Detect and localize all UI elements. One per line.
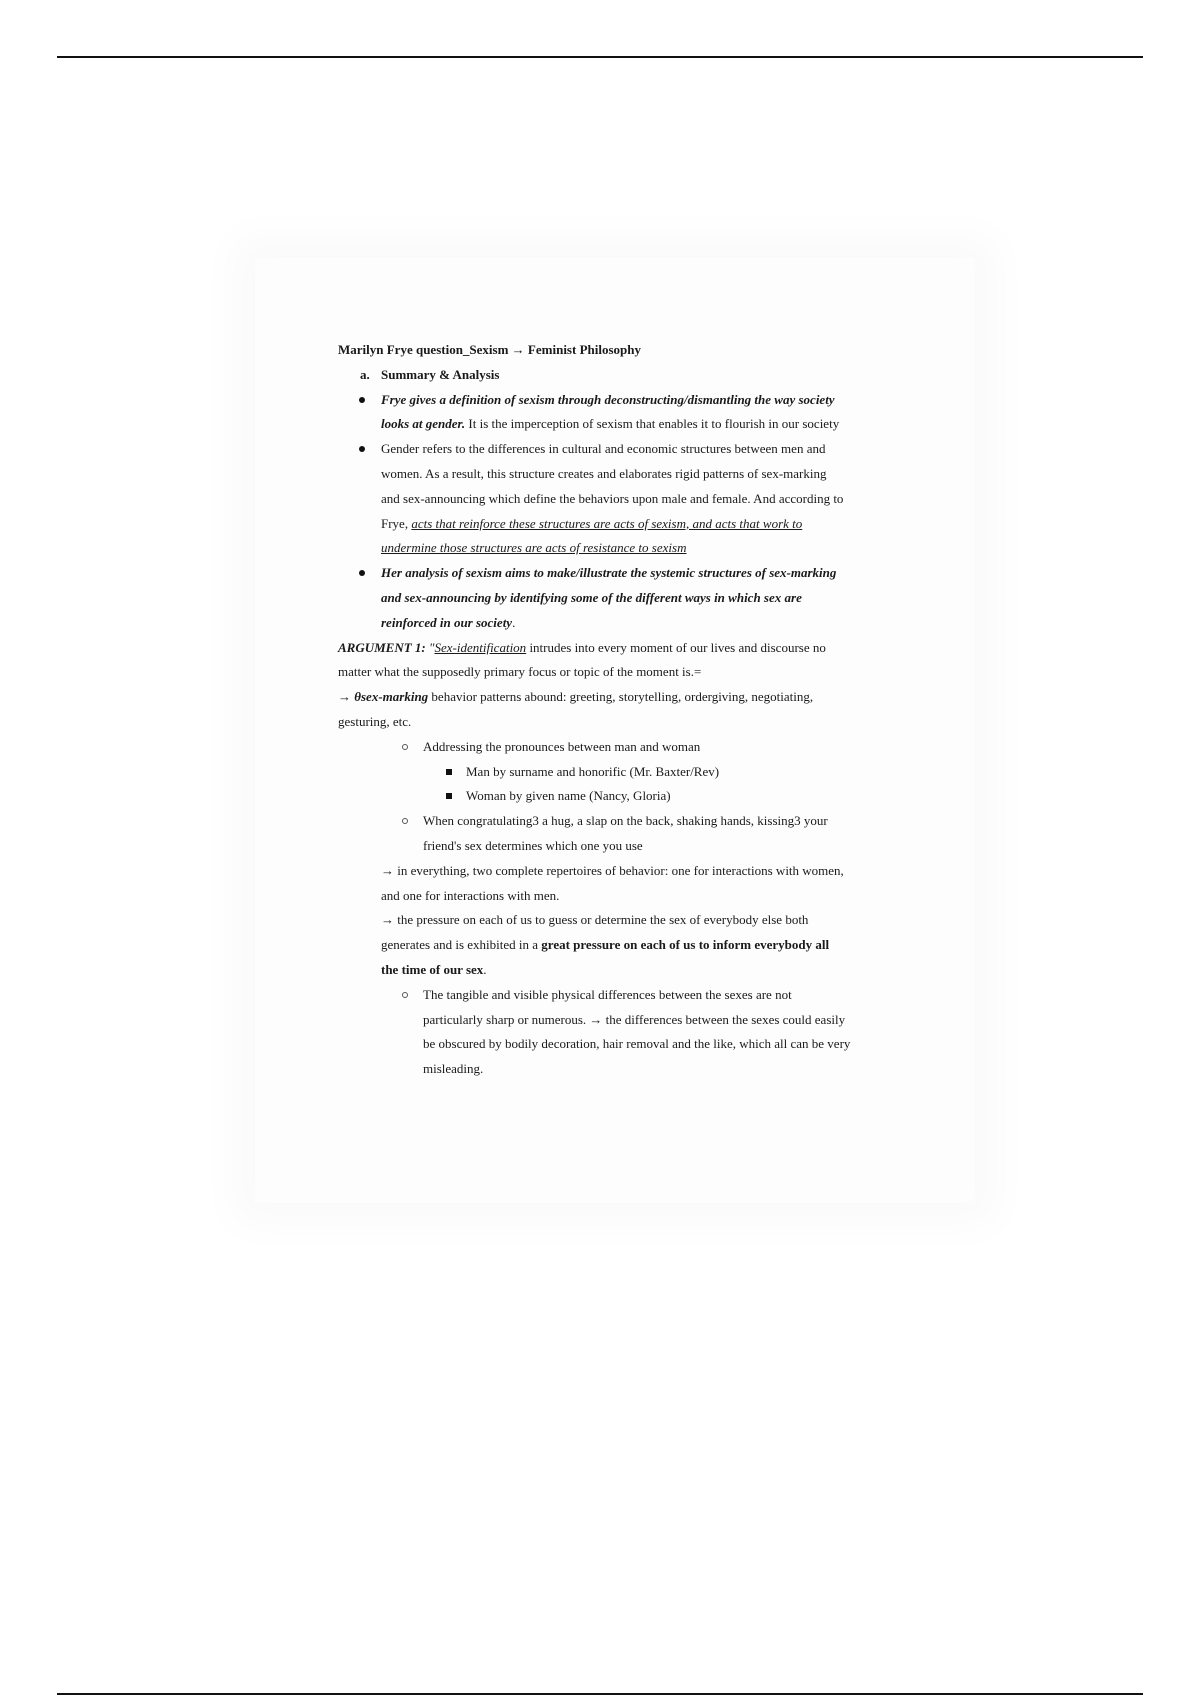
section-heading-text: Summary & Analysis xyxy=(381,366,500,382)
paragraph-2-emphasis-2: the time of our sex xyxy=(381,961,484,977)
bullet-2-underlined-2: undermine those structures are acts of resistance to sexism xyxy=(381,540,687,556)
sub-sub-bullet-item xyxy=(338,760,898,785)
sub-bullet-2-line-1: When congratulating3 a hug, a slap on the back, shaking hands, kissing3 your xyxy=(423,813,828,829)
argument-1-line-2: matter what the supposedly primary focus or topic of the moment is.= xyxy=(338,664,702,680)
sub-sub-bullet-item xyxy=(338,784,898,809)
document-title: Marilyn Frye question_Sexism → Feminist Philosophy xyxy=(338,342,641,357)
paragraph-2-prefix: generates and is exhibited in a xyxy=(381,937,542,953)
page-bottom-rule xyxy=(57,1693,1143,1695)
sub-bullet-3-line-1: The tangible and visible physical differences between the sexes are not xyxy=(423,986,792,1002)
bullet-2-line-1: Gender refers to the differences in cultural and economic structures between men and xyxy=(381,441,826,457)
bullet-item xyxy=(338,437,898,462)
sub-bullet-2-line-2: friend's sex determines which one you use xyxy=(423,837,643,853)
argument-1-quote-open: " xyxy=(425,639,435,655)
sex-marking-label: θsex-marking xyxy=(354,689,429,705)
bullet-3-period: . xyxy=(512,614,516,630)
paragraph-2-line-1: → the pressure on each of us to guess or determine the sex of everybody else both xyxy=(381,912,809,928)
document-body xyxy=(338,338,898,1082)
paragraph-2-line-3 xyxy=(338,958,898,983)
bullet-1-emphasis: looks at gender. xyxy=(381,416,466,432)
section-heading xyxy=(338,363,898,388)
sub-bullet-item xyxy=(338,809,898,834)
sub-bullet-item xyxy=(338,735,898,760)
paragraph-2-line-2 xyxy=(338,933,898,958)
argument-1-label: ARGUMENT 1: xyxy=(338,639,426,655)
section-marker: a. xyxy=(360,366,370,382)
bullet-2-underlined-1: acts that reinforce these structures are acts of sexism, and acts that work to xyxy=(411,515,803,531)
sub-bullet-item xyxy=(338,983,898,1008)
bullet-3-line-2: and sex-announcing by identifying some of the different ways in which sex are xyxy=(381,589,802,605)
paragraph-2-emphasis-1: great pressure on each of us to inform everybody all xyxy=(541,937,830,953)
paragraph-1-line-1: → in everything, two complete repertoires of behavior: one for interactions with women, xyxy=(381,862,844,878)
bullet-1-line-1: Frye gives a definition of sexism through deconstructing/dismantling the way society xyxy=(381,391,835,407)
sub-bullet-3-line-2: particularly sharp or numerous. → the differences between the sexes could easily xyxy=(423,1011,846,1027)
bullet-2-line-2: women. As a result, this structure creates and elaborates rigid patterns of sex-marking xyxy=(381,465,827,481)
argument-1 xyxy=(338,636,898,661)
argument-1-line-1: intrudes into every moment of our lives and discourse no xyxy=(526,639,826,655)
bullet-1-line-2: It is the imperception of sexism that enables it to flourish in our society xyxy=(465,416,840,432)
sub-bullet-3-line-3: be obscured by bodily decoration, hair removal and the like, which all can be very xyxy=(423,1036,851,1052)
bullet-3-line-3: reinforced in our society xyxy=(381,614,513,630)
bullet-continuation xyxy=(338,536,898,561)
sub-sub-bullet-1a: Man by surname and honorific (Mr. Baxter/Rev) xyxy=(466,763,720,779)
bullet-continuation xyxy=(338,611,898,636)
sub-bullet-3-line-4: misleading. xyxy=(423,1061,484,1077)
bullet-2-line-4-prefix: Frye, xyxy=(381,515,412,531)
sub-bullet-1: Addressing the pronounces between man and woman xyxy=(423,738,701,754)
bullet-3-line-1: Her analysis of sexism aims to make/illustrate the systemic structures of sex-marking xyxy=(381,565,837,581)
argument-1-sex-identification: Sex-identification xyxy=(434,639,527,655)
bullet-continuation xyxy=(338,512,898,537)
bullet-2-line-3: and sex-announcing which define the behaviors upon male and female. And according to xyxy=(381,490,844,506)
sex-marking-line-2: gesturing, etc. xyxy=(338,713,412,729)
sex-marking-arrow: → xyxy=(338,689,355,705)
bullet-continuation xyxy=(338,412,898,437)
sub-sub-bullet-1b: Woman by given name (Nancy, Gloria) xyxy=(466,788,671,804)
bullet-item xyxy=(338,388,898,413)
bullet-item xyxy=(338,561,898,586)
page-top-rule xyxy=(57,56,1143,58)
sex-marking-text: behavior patterns abound: greeting, storytelling, ordergiving, negotiating, xyxy=(428,689,814,705)
sex-marking-line xyxy=(338,685,898,710)
paragraph-2-period: . xyxy=(483,961,487,977)
paragraph-1-line-2: and one for interactions with men. xyxy=(381,887,560,903)
